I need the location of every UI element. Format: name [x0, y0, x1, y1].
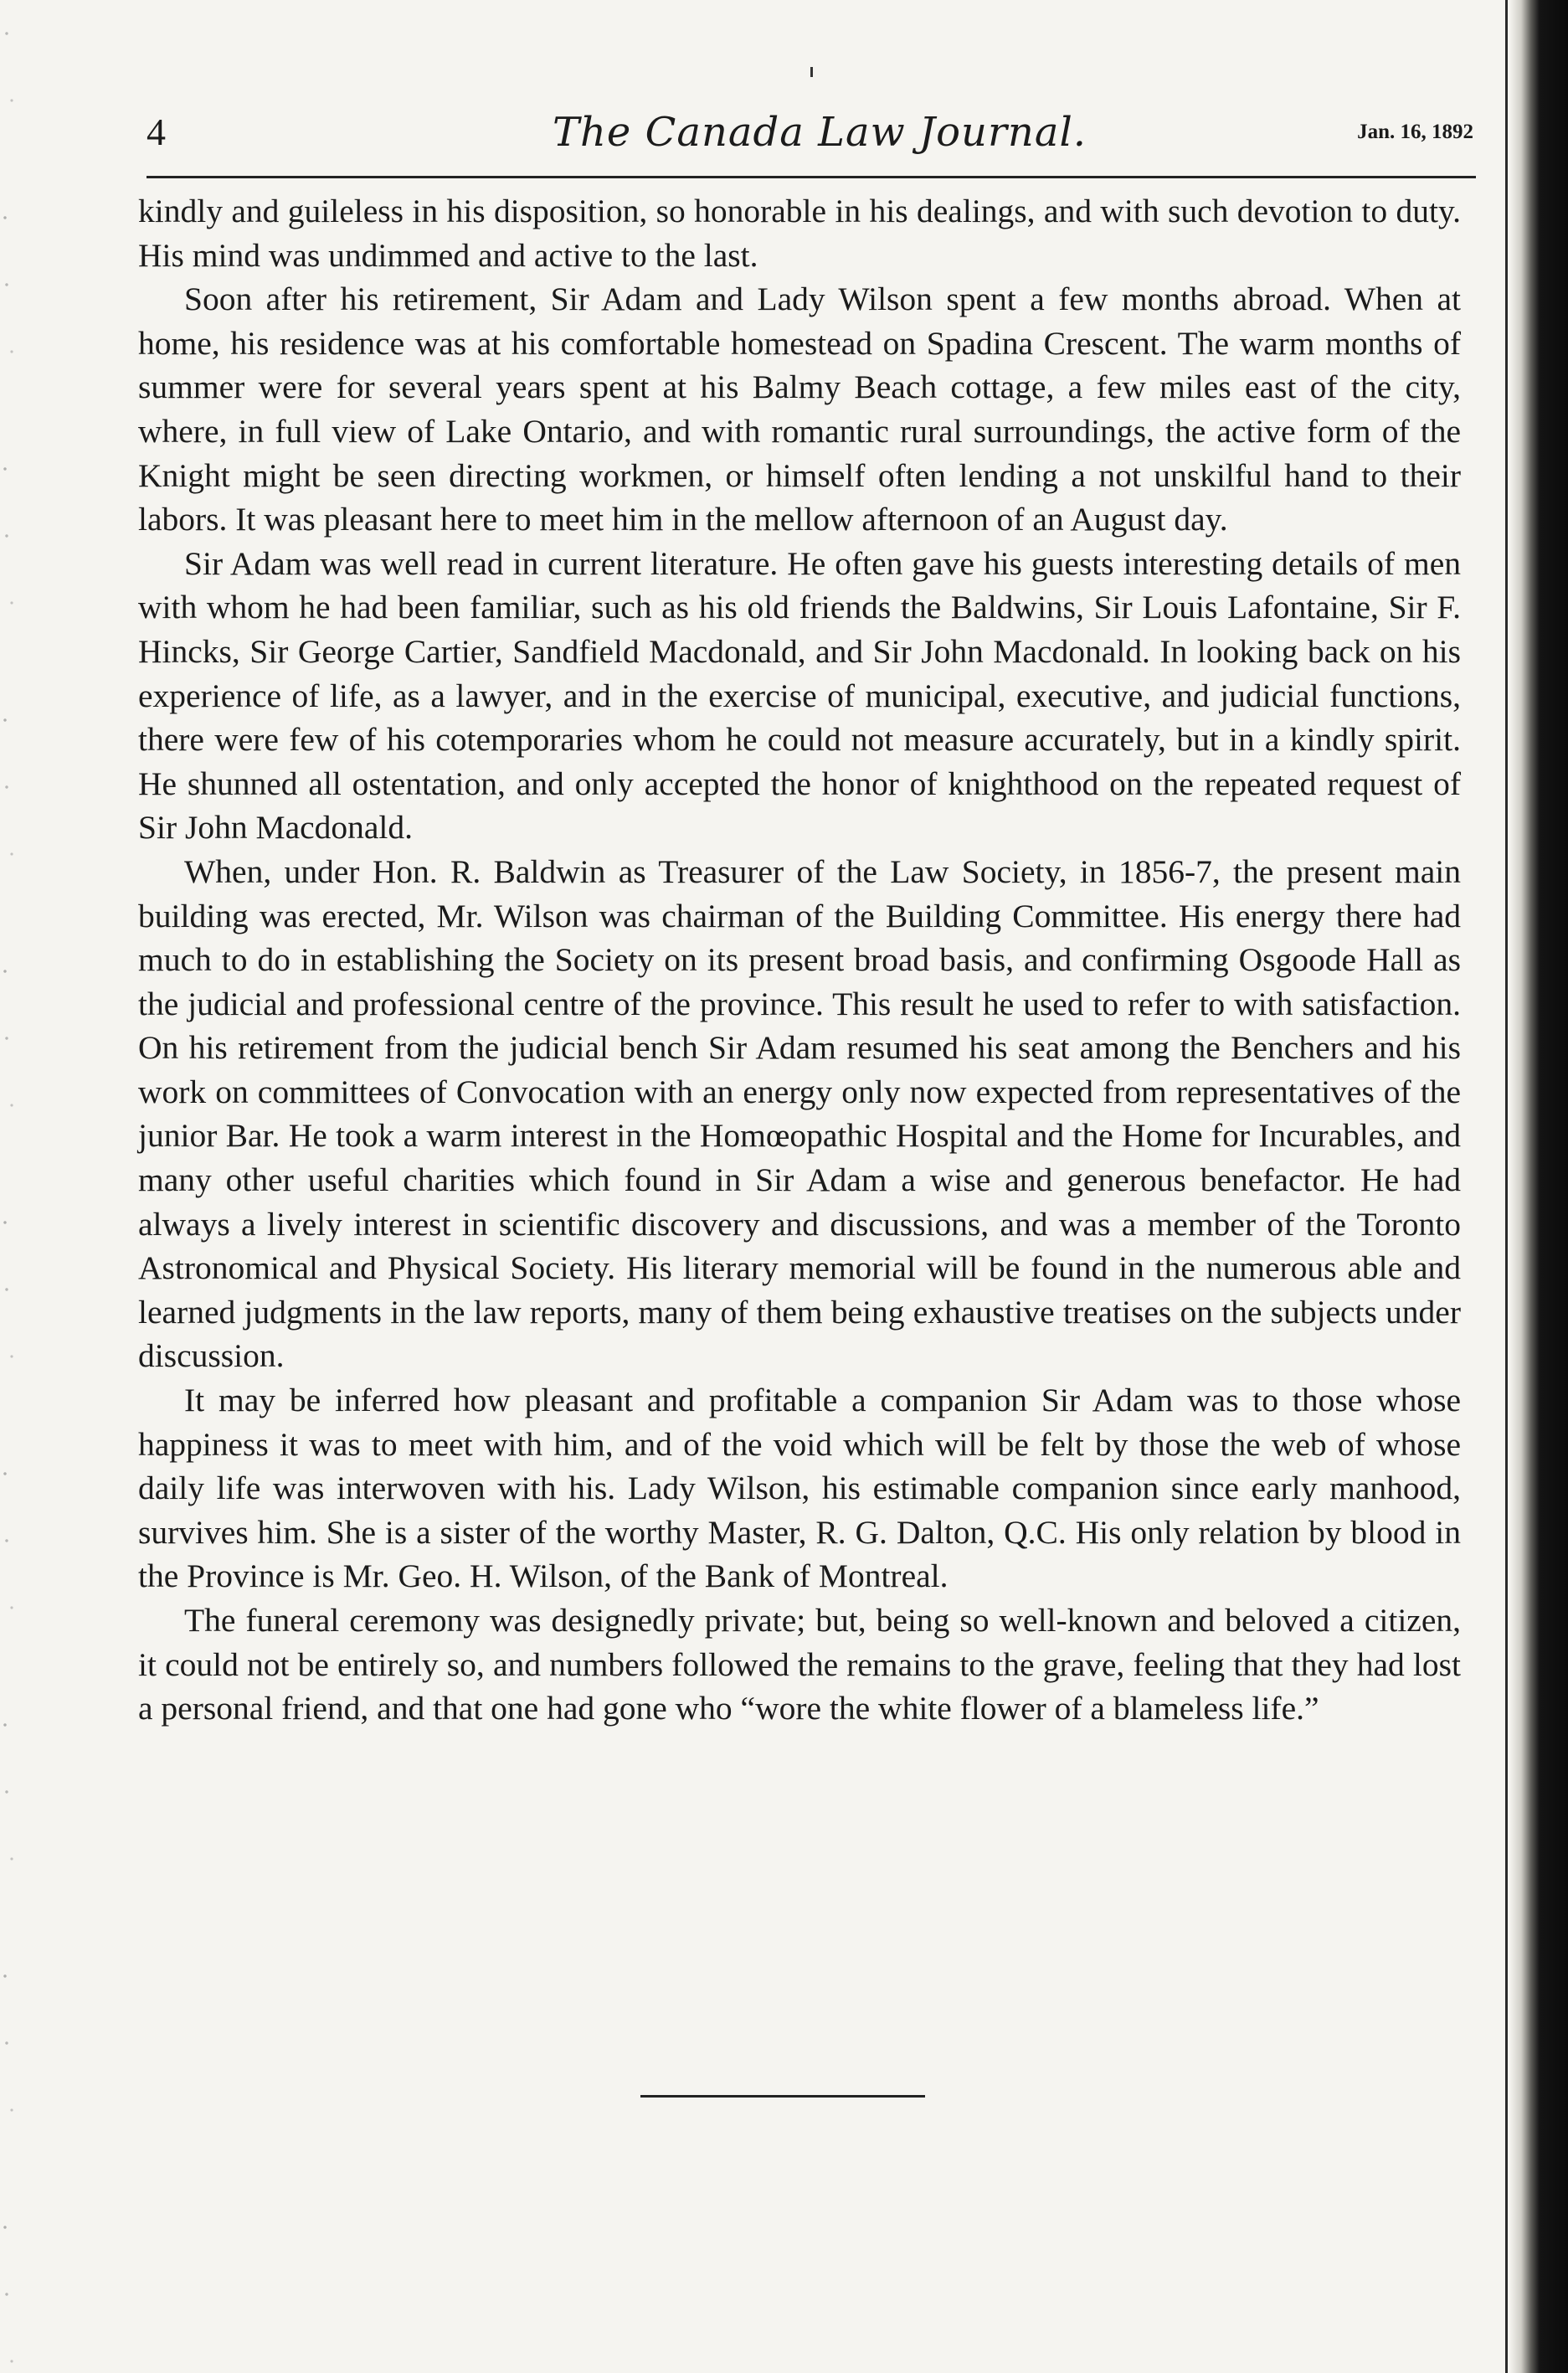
journal-title: The Canada Law Journal.: [553, 109, 1087, 156]
issue-date: Jan. 16, 1892: [1357, 121, 1473, 143]
section-end-rule: [640, 2095, 925, 2098]
paragraph: When, under Hon. R. Baldwin as Treasurer of the Law Society, in 1856-7, the present main building was erected, Mr. Wilson was chairman of the Building Committee. His energy there had much to do in establishing the Society on its present broad basis, and confirming Osgoode Hall as the judicial and professional centre of the province. This result he used to refer to with satisfaction. On his retirement from the judicial bench Sir Adam resumed his seat among the Benchers and his work on committees of Convocation with an energy only now expected from representatives of the junior Bar. He took a warm interest in the Homœopathic Hospital and the Home for Incurables, and many other useful charities which found in Sir Adam a wise and generous benefactor. He had always a lively interest in scientific discovery and discussions, and was a member of the Toronto Astronomical and Physical Society. His literary memorial will be found in the numerous able and learned judgments in the law reports, many of them being exhaustive treatises on the subjects under discussion.: [138, 852, 1461, 1375]
paragraph: kindly and guileless in his disposition, so honorable in his dealings, and with such devotion to duty. His mind was undimmed and active to the last.: [138, 193, 1461, 274]
scan-mark: [810, 67, 813, 77]
paragraph: It may be inferred how pleasant and profitable a companion Sir Adam was to those whose happiness it was to meet with him, and of the void which will be felt by those the web of whose daily life was interwoven with his. Lady Wilson, his estimable companion since early manhood, survives him. She is a sister of the worthy Master, R. G. Dalton, Q.C. His only relation by blood in the Province is Mr. Geo. H. Wilson, of the Bank of Montreal.: [138, 1382, 1461, 1595]
article-body: [138, 189, 1461, 1731]
scan-edge-noise: [0, 0, 25, 2373]
paragraph: The funeral ceremony was designedly private; but, being so well-known and beloved a citizen, it could not be entirely so, and numbers followed the remains to the grave, feeling that they had lost a personal friend, and that one had gone who “wore the white flower of a blameless life.”: [138, 1602, 1461, 1727]
page-number: 4: [147, 111, 166, 153]
paragraph: Soon after his retirement, Sir Adam and Lady Wilson spent a few months abroad. When at home, his residence was at his comfortable homestead on Spadina Crescent. The warm months of summer were for several years spent at his Balmy Beach cottage, a few miles east of the city, where, in full view of Lake Ontario, and with romantic rural surroundings, the active form of the Knight might be seen directing workmen, or himself often lending a not unskilful hand to their labors. It was pleasant here to meet him in the mellow afternoon of an August day.: [138, 281, 1461, 538]
paragraph: Sir Adam was well read in current literature. He often gave his guests interesting details of men with whom he had been familiar, such as his old friends the Baldwins, Sir Louis Lafontaine, Sir F. Hincks, Sir George Cartier, Sandfield Macdonald, and Sir John Macdonald. In looking back on his experience of life, as a lawyer, and in the exercise of municipal, executive, and judicial functions, there were few of his cotemporaries whom he could not measure accurately, but in a kindly spirit. He shunned all ostentation, and only accepted the honor of knighthood on the repeated request of Sir John Macdonald.: [138, 544, 1461, 847]
binding-rule: [1505, 0, 1508, 2373]
running-header: [147, 107, 1473, 157]
header-rule: [147, 176, 1476, 178]
binding-shadow: [1509, 0, 1568, 2373]
